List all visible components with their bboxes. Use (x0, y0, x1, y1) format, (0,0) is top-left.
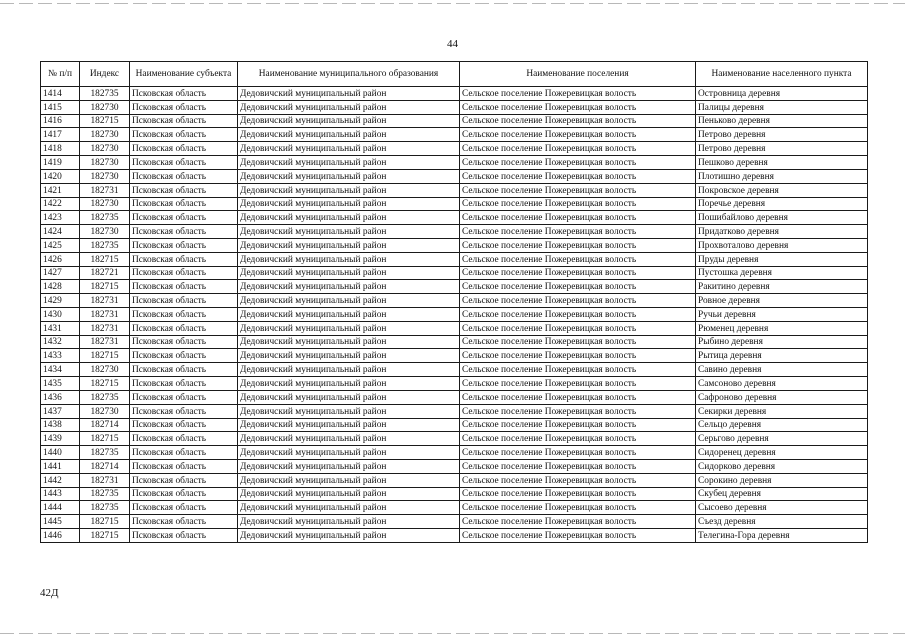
table-row (41, 515, 868, 529)
table-row (41, 169, 868, 183)
cell-num: 1425 (41, 238, 80, 252)
cell-subject: Псковская область (130, 404, 238, 418)
cell-settlement: Сельское поселение Пожеревицкая волость (460, 211, 696, 225)
cell-municipality: Дедовичский муниципальный район (238, 100, 460, 114)
cell-settlement: Сельское поселение Пожеревицкая волость (460, 404, 696, 418)
cell-settlement: Сельское поселение Пожеревицкая волость (460, 308, 696, 322)
cell-settlement: Сельское поселение Пожеревицкая волость (460, 169, 696, 183)
cell-index: 182731 (80, 335, 130, 349)
cell-settlement: Сельское поселение Пожеревицкая волость (460, 128, 696, 142)
cell-municipality: Дедовичский муниципальный район (238, 280, 460, 294)
cell-locality: Пруды деревня (696, 252, 868, 266)
cell-settlement: Сельское поселение Пожеревицкая волость (460, 515, 696, 529)
cell-num: 1418 (41, 142, 80, 156)
cell-settlement: Сельское поселение Пожеревицкая волость (460, 225, 696, 239)
cell-locality: Сидоренец деревня (696, 446, 868, 460)
cell-subject: Псковская область (130, 308, 238, 322)
cell-index: 182731 (80, 473, 130, 487)
table-row (41, 432, 868, 446)
cell-subject: Псковская область (130, 142, 238, 156)
cell-municipality: Дедовичский муниципальный район (238, 446, 460, 460)
cell-index: 182735 (80, 487, 130, 501)
cell-settlement: Сельское поселение Пожеревицкая волость (460, 321, 696, 335)
cell-locality: Сидорково деревня (696, 459, 868, 473)
table-row (41, 128, 868, 142)
table-row (41, 294, 868, 308)
cell-num: 1421 (41, 183, 80, 197)
cell-num: 1430 (41, 308, 80, 322)
cell-locality: Самсоново деревня (696, 377, 868, 391)
table-row (41, 459, 868, 473)
table-row (41, 252, 868, 266)
cell-index: 182731 (80, 308, 130, 322)
cell-num: 1419 (41, 156, 80, 170)
cell-settlement: Сельское поселение Пожеревицкая волость (460, 114, 696, 128)
cell-subject: Псковская область (130, 211, 238, 225)
cell-num: 1414 (41, 87, 80, 101)
table-header-row (41, 62, 868, 87)
scan-edge-bottom (0, 633, 905, 634)
cell-subject: Псковская область (130, 501, 238, 515)
cell-num: 1426 (41, 252, 80, 266)
cell-index: 182735 (80, 87, 130, 101)
cell-municipality: Дедовичский муниципальный район (238, 308, 460, 322)
cell-subject: Псковская область (130, 100, 238, 114)
table-row (41, 183, 868, 197)
cell-subject: Псковская область (130, 225, 238, 239)
cell-subject: Псковская область (130, 473, 238, 487)
cell-settlement: Сельское поселение Пожеревицкая волость (460, 335, 696, 349)
cell-subject: Псковская область (130, 363, 238, 377)
cell-num: 1442 (41, 473, 80, 487)
cell-index: 182715 (80, 114, 130, 128)
table-row (41, 225, 868, 239)
cell-municipality: Дедовичский муниципальный район (238, 114, 460, 128)
cell-subject: Псковская область (130, 446, 238, 460)
cell-settlement: Сельское поселение Пожеревицкая волость (460, 183, 696, 197)
cell-municipality: Дедовичский муниципальный район (238, 529, 460, 543)
table-row (41, 363, 868, 377)
cell-index: 182714 (80, 459, 130, 473)
cell-settlement: Сельское поселение Пожеревицкая волость (460, 238, 696, 252)
table-row (41, 377, 868, 391)
cell-index: 182715 (80, 280, 130, 294)
cell-subject: Псковская область (130, 128, 238, 142)
cell-municipality: Дедовичский муниципальный район (238, 128, 460, 142)
column-header-settlement: Наименование поселения (460, 62, 696, 87)
cell-locality: Серьгово деревня (696, 432, 868, 446)
table-row (41, 238, 868, 252)
cell-index: 182735 (80, 390, 130, 404)
cell-index: 182730 (80, 156, 130, 170)
cell-index: 182715 (80, 252, 130, 266)
cell-municipality: Дедовичский муниципальный район (238, 515, 460, 529)
cell-municipality: Дедовичский муниципальный район (238, 87, 460, 101)
cell-subject: Псковская область (130, 114, 238, 128)
cell-num: 1435 (41, 377, 80, 391)
cell-index: 182715 (80, 515, 130, 529)
cell-num: 1432 (41, 335, 80, 349)
table-row (41, 529, 868, 543)
cell-subject: Псковская область (130, 294, 238, 308)
cell-municipality: Дедовичский муниципальный район (238, 169, 460, 183)
cell-municipality: Дедовичский муниципальный район (238, 390, 460, 404)
table-body (41, 87, 868, 543)
cell-num: 1420 (41, 169, 80, 183)
column-header-locality: Наименование населенного пункта (696, 62, 868, 87)
cell-subject: Псковская область (130, 487, 238, 501)
cell-index: 182715 (80, 529, 130, 543)
cell-municipality: Дедовичский муниципальный район (238, 156, 460, 170)
cell-locality: Пошибайлово деревня (696, 211, 868, 225)
cell-subject: Псковская область (130, 87, 238, 101)
cell-subject: Псковская область (130, 266, 238, 280)
cell-subject: Псковская область (130, 377, 238, 391)
table-row (41, 280, 868, 294)
cell-subject: Псковская область (130, 390, 238, 404)
cell-num: 1444 (41, 501, 80, 515)
cell-locality: Скубец деревня (696, 487, 868, 501)
cell-settlement: Сельское поселение Пожеревицкая волость (460, 473, 696, 487)
cell-subject: Псковская область (130, 349, 238, 363)
cell-index: 182715 (80, 377, 130, 391)
cell-locality: Петрово деревня (696, 128, 868, 142)
cell-municipality: Дедовичский муниципальный район (238, 183, 460, 197)
table-row (41, 501, 868, 515)
cell-settlement: Сельское поселение Пожеревицкая волость (460, 87, 696, 101)
cell-locality: Ровное деревня (696, 294, 868, 308)
cell-num: 1415 (41, 100, 80, 114)
cell-locality: Пешково деревня (696, 156, 868, 170)
cell-municipality: Дедовичский муниципальный район (238, 197, 460, 211)
cell-locality: Телегина-Гора деревня (696, 529, 868, 543)
cell-index: 182730 (80, 363, 130, 377)
cell-locality: Сельцо деревня (696, 418, 868, 432)
cell-settlement: Сельское поселение Пожеревицкая волость (460, 377, 696, 391)
cell-locality: Покровское деревня (696, 183, 868, 197)
cell-municipality: Дедовичский муниципальный район (238, 363, 460, 377)
table-row (41, 156, 868, 170)
cell-index: 182730 (80, 404, 130, 418)
cell-subject: Псковская область (130, 280, 238, 294)
cell-locality: Островница деревня (696, 87, 868, 101)
cell-municipality: Дедовичский муниципальный район (238, 335, 460, 349)
cell-settlement: Сельское поселение Пожеревицкая волость (460, 142, 696, 156)
cell-subject: Псковская область (130, 459, 238, 473)
cell-settlement: Сельское поселение Пожеревицкая волость (460, 349, 696, 363)
table-row (41, 142, 868, 156)
page-number: 44 (447, 38, 458, 50)
cell-municipality: Дедовичский муниципальный район (238, 377, 460, 391)
cell-index: 182730 (80, 169, 130, 183)
table-row (41, 335, 868, 349)
cell-subject: Псковская область (130, 252, 238, 266)
cell-num: 1434 (41, 363, 80, 377)
cell-num: 1433 (41, 349, 80, 363)
cell-subject: Псковская область (130, 321, 238, 335)
cell-settlement: Сельское поселение Пожеревицкая волость (460, 156, 696, 170)
cell-num: 1437 (41, 404, 80, 418)
table-row (41, 100, 868, 114)
cell-subject: Псковская область (130, 197, 238, 211)
cell-municipality: Дедовичский муниципальный район (238, 473, 460, 487)
scan-edge-top (0, 3, 905, 4)
cell-num: 1424 (41, 225, 80, 239)
cell-num: 1431 (41, 321, 80, 335)
table-row (41, 390, 868, 404)
cell-index: 182735 (80, 211, 130, 225)
table-row (41, 266, 868, 280)
cell-num: 1438 (41, 418, 80, 432)
cell-index: 182735 (80, 238, 130, 252)
cell-index: 182735 (80, 501, 130, 515)
table-row (41, 487, 868, 501)
cell-subject: Псковская область (130, 432, 238, 446)
cell-index: 182730 (80, 100, 130, 114)
cell-num: 1436 (41, 390, 80, 404)
table-row (41, 446, 868, 460)
table-row (41, 308, 868, 322)
cell-settlement: Сельское поселение Пожеревицкая волость (460, 197, 696, 211)
column-header-num: № п/п (41, 62, 80, 87)
cell-municipality: Дедовичский муниципальный район (238, 294, 460, 308)
cell-settlement: Сельское поселение Пожеревицкая волость (460, 529, 696, 543)
cell-locality: Пустошка деревня (696, 266, 868, 280)
cell-index: 182730 (80, 142, 130, 156)
cell-num: 1440 (41, 446, 80, 460)
cell-num: 1441 (41, 459, 80, 473)
cell-subject: Псковская область (130, 169, 238, 183)
cell-index: 182714 (80, 418, 130, 432)
cell-settlement: Сельское поселение Пожеревицкая волость (460, 294, 696, 308)
footer-code: 42Д (40, 587, 59, 599)
cell-settlement: Сельское поселение Пожеревицкая волость (460, 487, 696, 501)
cell-locality: Ручьи деревня (696, 308, 868, 322)
cell-municipality: Дедовичский муниципальный район (238, 225, 460, 239)
cell-municipality: Дедовичский муниципальный район (238, 142, 460, 156)
cell-settlement: Сельское поселение Пожеревицкая волость (460, 252, 696, 266)
cell-locality: Плотишно деревня (696, 169, 868, 183)
table-row (41, 349, 868, 363)
cell-locality: Рюменец деревня (696, 321, 868, 335)
cell-subject: Псковская область (130, 418, 238, 432)
column-header-subject: Наименование субъекта (130, 62, 238, 87)
cell-index: 182715 (80, 432, 130, 446)
cell-index: 182735 (80, 446, 130, 460)
cell-num: 1416 (41, 114, 80, 128)
cell-subject: Псковская область (130, 335, 238, 349)
cell-settlement: Сельское поселение Пожеревицкая волость (460, 100, 696, 114)
cell-index: 182730 (80, 197, 130, 211)
cell-municipality: Дедовичский муниципальный район (238, 487, 460, 501)
cell-subject: Псковская область (130, 515, 238, 529)
cell-locality: Поречье деревня (696, 197, 868, 211)
cell-index: 182715 (80, 349, 130, 363)
cell-municipality: Дедовичский муниципальный район (238, 252, 460, 266)
cell-locality: Сорокино деревня (696, 473, 868, 487)
cell-locality: Прохвоталово деревня (696, 238, 868, 252)
cell-municipality: Дедовичский муниципальный район (238, 321, 460, 335)
cell-locality: Ракитино деревня (696, 280, 868, 294)
cell-municipality: Дедовичский муниципальный район (238, 501, 460, 515)
column-header-municipality: Наименование муниципального образования (238, 62, 460, 87)
cell-num: 1423 (41, 211, 80, 225)
cell-locality: Сысоево деревня (696, 501, 868, 515)
locality-registry-table (40, 61, 868, 543)
cell-index: 182731 (80, 294, 130, 308)
table-row (41, 211, 868, 225)
cell-municipality: Дедовичский муниципальный район (238, 432, 460, 446)
cell-locality: Савино деревня (696, 363, 868, 377)
cell-municipality: Дедовичский муниципальный район (238, 349, 460, 363)
cell-num: 1446 (41, 529, 80, 543)
cell-num: 1439 (41, 432, 80, 446)
table-row (41, 197, 868, 211)
cell-subject: Псковская область (130, 156, 238, 170)
cell-num: 1422 (41, 197, 80, 211)
cell-num: 1417 (41, 128, 80, 142)
cell-settlement: Сельское поселение Пожеревицкая волость (460, 418, 696, 432)
cell-settlement: Сельское поселение Пожеревицкая волость (460, 432, 696, 446)
table-row (41, 418, 868, 432)
cell-settlement: Сельское поселение Пожеревицкая волость (460, 446, 696, 460)
table-row (41, 473, 868, 487)
table-row (41, 114, 868, 128)
column-header-index: Индекс (80, 62, 130, 87)
cell-locality: Рыбино деревня (696, 335, 868, 349)
cell-settlement: Сельское поселение Пожеревицкая волость (460, 363, 696, 377)
cell-num: 1427 (41, 266, 80, 280)
cell-municipality: Дедовичский муниципальный район (238, 238, 460, 252)
cell-num: 1428 (41, 280, 80, 294)
cell-settlement: Сельское поселение Пожеревицкая волость (460, 459, 696, 473)
cell-subject: Псковская область (130, 529, 238, 543)
cell-subject: Псковская область (130, 238, 238, 252)
cell-index: 182731 (80, 183, 130, 197)
cell-settlement: Сельское поселение Пожеревицкая волость (460, 501, 696, 515)
cell-subject: Псковская область (130, 183, 238, 197)
cell-index: 182730 (80, 225, 130, 239)
cell-settlement: Сельское поселение Пожеревицкая волость (460, 280, 696, 294)
cell-locality: Палицы деревня (696, 100, 868, 114)
table-row (41, 404, 868, 418)
cell-municipality: Дедовичский муниципальный район (238, 404, 460, 418)
cell-settlement: Сельское поселение Пожеревицкая волость (460, 390, 696, 404)
cell-index: 182730 (80, 128, 130, 142)
cell-index: 182721 (80, 266, 130, 280)
cell-settlement: Сельское поселение Пожеревицкая волость (460, 266, 696, 280)
cell-locality: Сафроново деревня (696, 390, 868, 404)
cell-locality: Пеньково деревня (696, 114, 868, 128)
cell-municipality: Дедовичский муниципальный район (238, 418, 460, 432)
cell-num: 1429 (41, 294, 80, 308)
cell-locality: Петрово деревня (696, 142, 868, 156)
cell-num: 1443 (41, 487, 80, 501)
cell-municipality: Дедовичский муниципальный район (238, 211, 460, 225)
cell-locality: Съезд деревня (696, 515, 868, 529)
cell-municipality: Дедовичский муниципальный район (238, 459, 460, 473)
cell-locality: Секирки деревня (696, 404, 868, 418)
table-row (41, 321, 868, 335)
cell-locality: Рытица деревня (696, 349, 868, 363)
table-row (41, 87, 868, 101)
cell-municipality: Дедовичский муниципальный район (238, 266, 460, 280)
cell-locality: Придатково деревня (696, 225, 868, 239)
cell-num: 1445 (41, 515, 80, 529)
cell-index: 182731 (80, 321, 130, 335)
